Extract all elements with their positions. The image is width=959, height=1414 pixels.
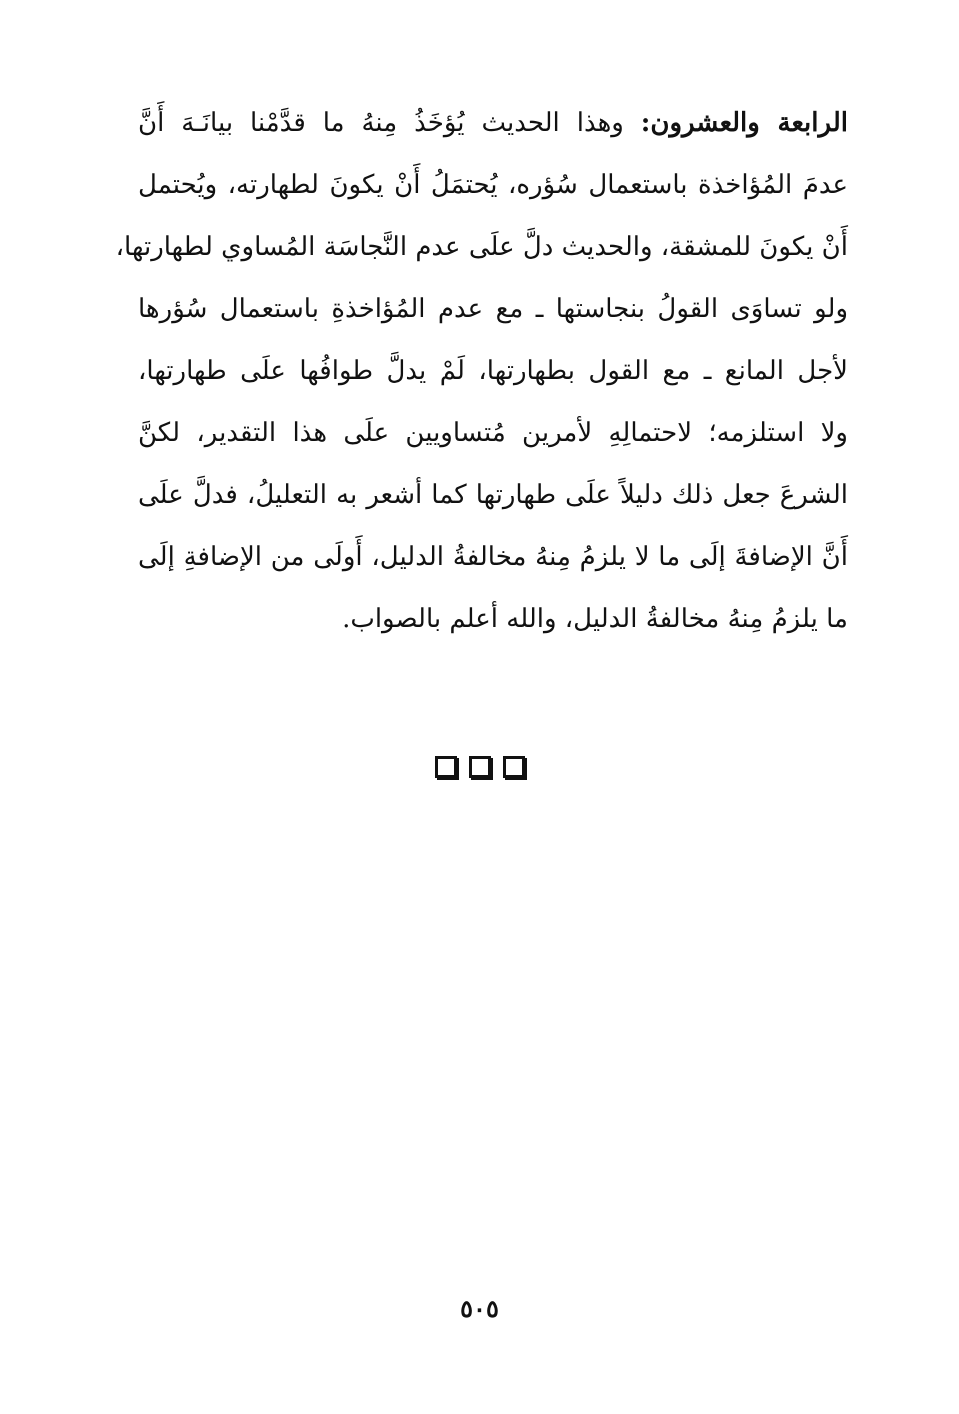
square-icon — [469, 756, 491, 778]
section-separator — [0, 756, 959, 778]
text-line-8: أَنَّ الإضافةَ إلَى ما لا يلزمُ مِنهُ مخالفةُ الدليل، أَولَى من الإضافةِ إلَى — [138, 542, 848, 572]
main-text — [115, 92, 848, 650]
section-heading: الرابعة والعشرون: — [640, 108, 848, 138]
text-line-1-body: وهذا الحديث يُؤخَذُ مِنهُ ما قدَّمْنا بيانَـهَ أَنَّ — [138, 108, 624, 138]
square-icon — [435, 756, 457, 778]
square-icon — [503, 756, 525, 778]
text-line-7: الشرعَ جعل ذلك دليلاً علَى طهارتها كما أشعر به التعليلُ، فدلَّ علَى — [138, 480, 848, 510]
text-line-6: ولا استلزمه؛ لاحتمالِهِ لأمرين مُتساويين علَى هذا التقدير، لكنَّ — [138, 418, 848, 448]
text-line-3: أَنْ يكونَ للمشقة، والحديث دلَّ علَى عدم النَّجاسَة المُساوي لطهارتها، — [115, 232, 848, 262]
page-number: ٥٠٥ — [460, 1294, 499, 1323]
text-line-9: ما يلزمُ مِنهُ مخالفةُ الدليل، والله أعلم بالصواب. — [342, 604, 848, 634]
text-line-5: لأجل المانع ـ مع القول بطهارتها، لَمْ يدلَّ طوافُها علَى طهارتها، — [138, 356, 848, 386]
text-line-2: عدمَ المُؤاخذة باستعمال سُؤره، يُحتمَلُ أَنْ يكونَ لطهارته، ويُحتمل — [138, 170, 848, 200]
text-line-1 — [138, 92, 848, 154]
text-line-4: ولو تساوَى القولُ بنجاستها ـ مع عدم المُؤاخذةِ باستعمال سُؤرها — [138, 294, 848, 324]
